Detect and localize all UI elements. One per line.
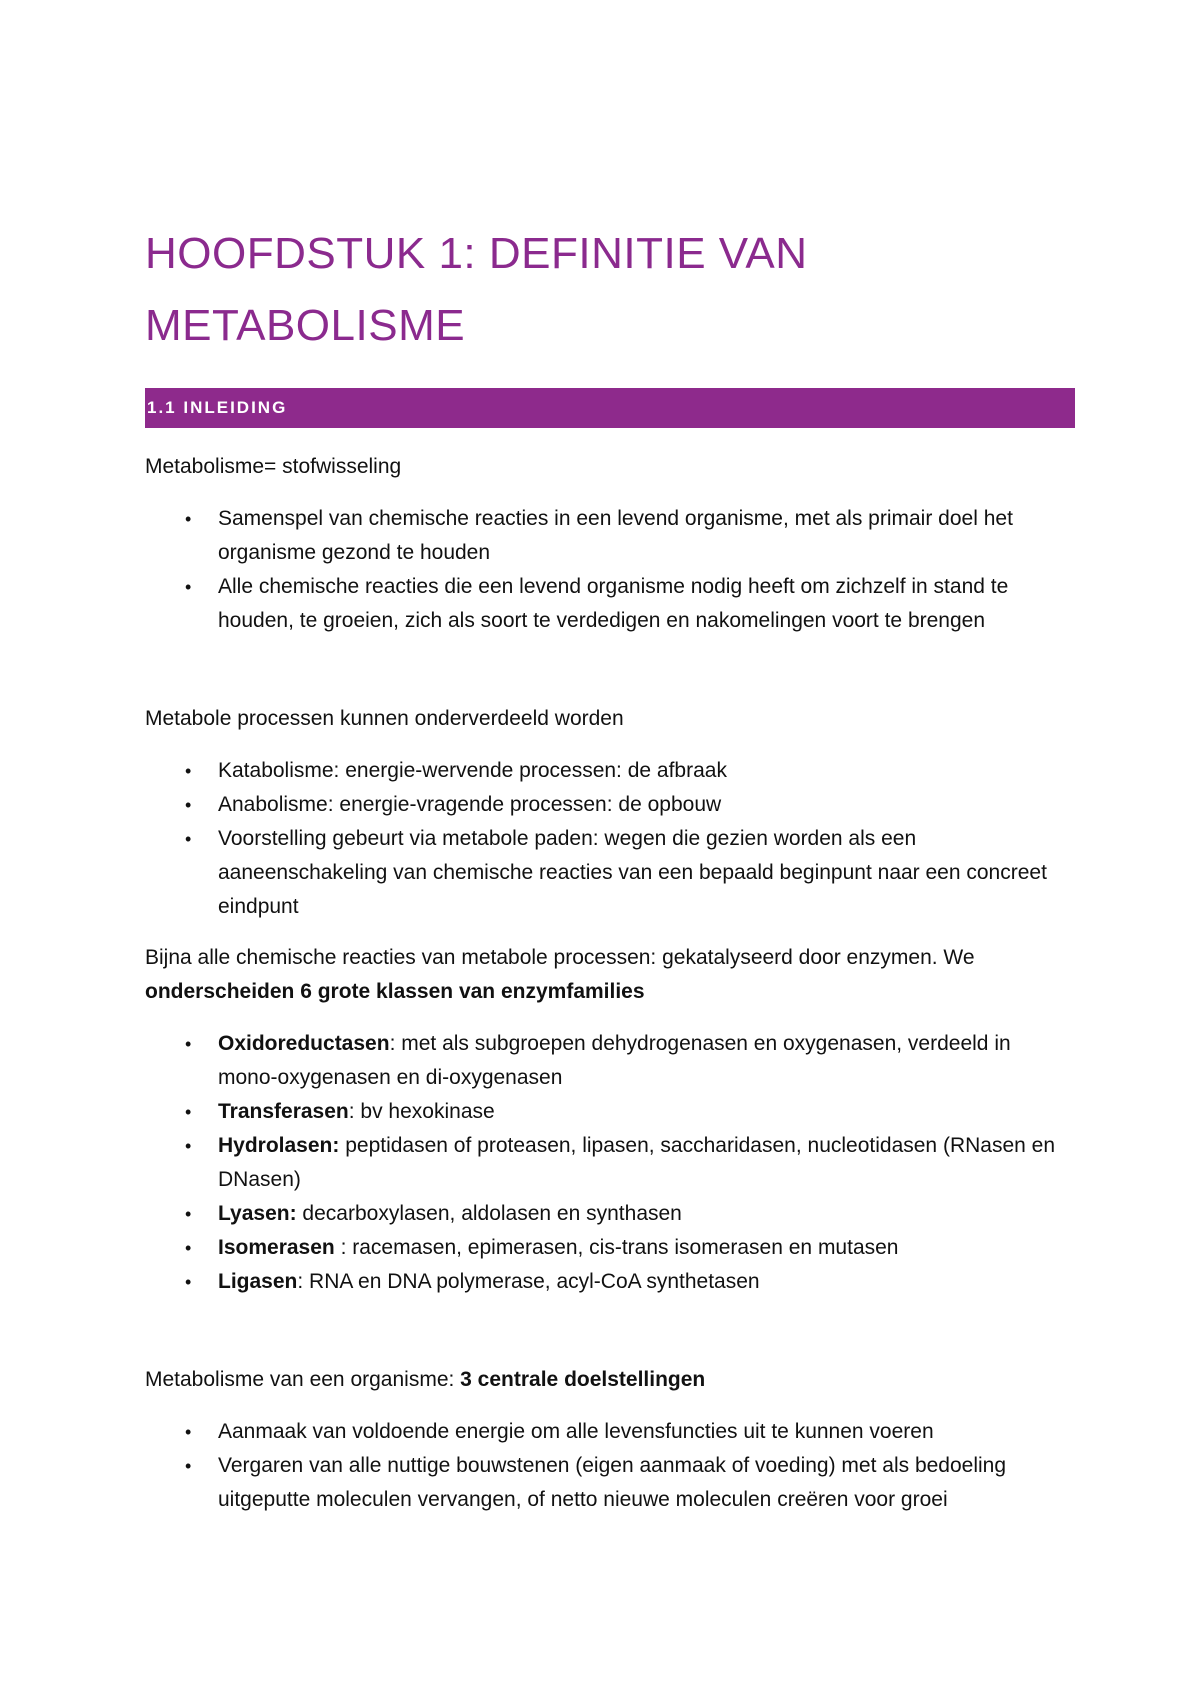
goals-list [145, 1415, 1070, 1517]
bullet-icon: • [185, 1272, 192, 1292]
chapter-title-line1: HOOFDSTUK 1: DEFINITIE VAN [145, 229, 808, 278]
processes-paragraph: Metabole processen kunnen onderverdeeld worden [145, 707, 624, 730]
intro-list [145, 502, 1070, 638]
list-item: • Voorstelling gebeurt via metabole paden: wegen die gezien worden als een aaneenschakeling van chemische reacties van een bepaald beginpunt naar een concreet eindpunt [145, 822, 1070, 924]
list-item: • Samenspel van chemische reacties in een levend organisme, met als primair doel het organisme gezond te houden [145, 502, 1070, 570]
chapter-title-line2: METABOLISME [145, 301, 466, 350]
bullet-icon: • [185, 1204, 192, 1224]
intro-paragraph: Metabolisme= stofwisseling [145, 455, 402, 478]
enzymes-paragraph: Bijna alle chemische reacties van metabole processen: gekatalyseerd door enzymen. We onderscheiden 6 grote klassen van enzymfamilies [145, 946, 975, 1003]
bullet-icon: • [185, 1456, 192, 1476]
bullet-icon: • [185, 1136, 192, 1156]
list-item: • Anabolisme: energie-vragende processen: de opbouw [145, 788, 1070, 822]
bullet-icon: • [185, 577, 192, 597]
list-item: • Oxidoreductasen: met als subgroepen dehydrogenasen en oxygenasen, verdeeld in mono-oxygenasen en di-oxygenasen [145, 1027, 1070, 1095]
goals-paragraph: Metabolisme van een organisme: 3 centrale doelstellingen [145, 1368, 706, 1391]
list-item: • Aanmaak van voldoende energie om alle levensfuncties uit te kunnen voeren [145, 1415, 1070, 1449]
section-heading-bar [145, 388, 1075, 428]
bullet-icon: • [185, 1238, 192, 1258]
list-item: • Alle chemische reacties die een levend organisme nodig heeft om zichzelf in stand te houden, te groeien, zich als soort te verdedigen en nakomelingen voort te brengen [145, 570, 1070, 638]
list-item: • Ligasen: RNA en DNA polymerase, acyl-CoA synthetasen [145, 1265, 1070, 1299]
bullet-icon: • [185, 1034, 192, 1054]
list-item: • Transferasen: bv hexokinase [145, 1095, 1070, 1129]
chapter-title [145, 218, 1070, 362]
bullet-icon: • [185, 1422, 192, 1442]
enzyme-class-list [145, 1027, 1070, 1299]
list-item: • Lyasen: decarboxylasen, aldolasen en synthasen [145, 1197, 1070, 1231]
processes-list [145, 754, 1070, 924]
list-item: • Isomerasen : racemasen, epimerasen, cis-trans isomerasen en mutasen [145, 1231, 1070, 1265]
list-item: • Hydrolasen: peptidasen of proteasen, lipasen, saccharidasen, nucleotidasen (RNasen en DNasen) [145, 1129, 1070, 1197]
document-page [145, 218, 1070, 1517]
bullet-icon: • [185, 509, 192, 529]
bullet-icon: • [185, 761, 192, 781]
list-item: • Katabolisme: energie-wervende processen: de afbraak [145, 754, 1070, 788]
bullet-icon: • [185, 1102, 192, 1122]
list-item: • Vergaren van alle nuttige bouwstenen (eigen aanmaak of voeding) met als bedoeling uitgeputte moleculen vervangen, of netto nieuwe moleculen creëren voor groei [145, 1449, 1070, 1517]
section-heading: 1.1 INLEIDING [147, 398, 288, 417]
bullet-icon: • [185, 795, 192, 815]
bullet-icon: • [185, 829, 192, 849]
